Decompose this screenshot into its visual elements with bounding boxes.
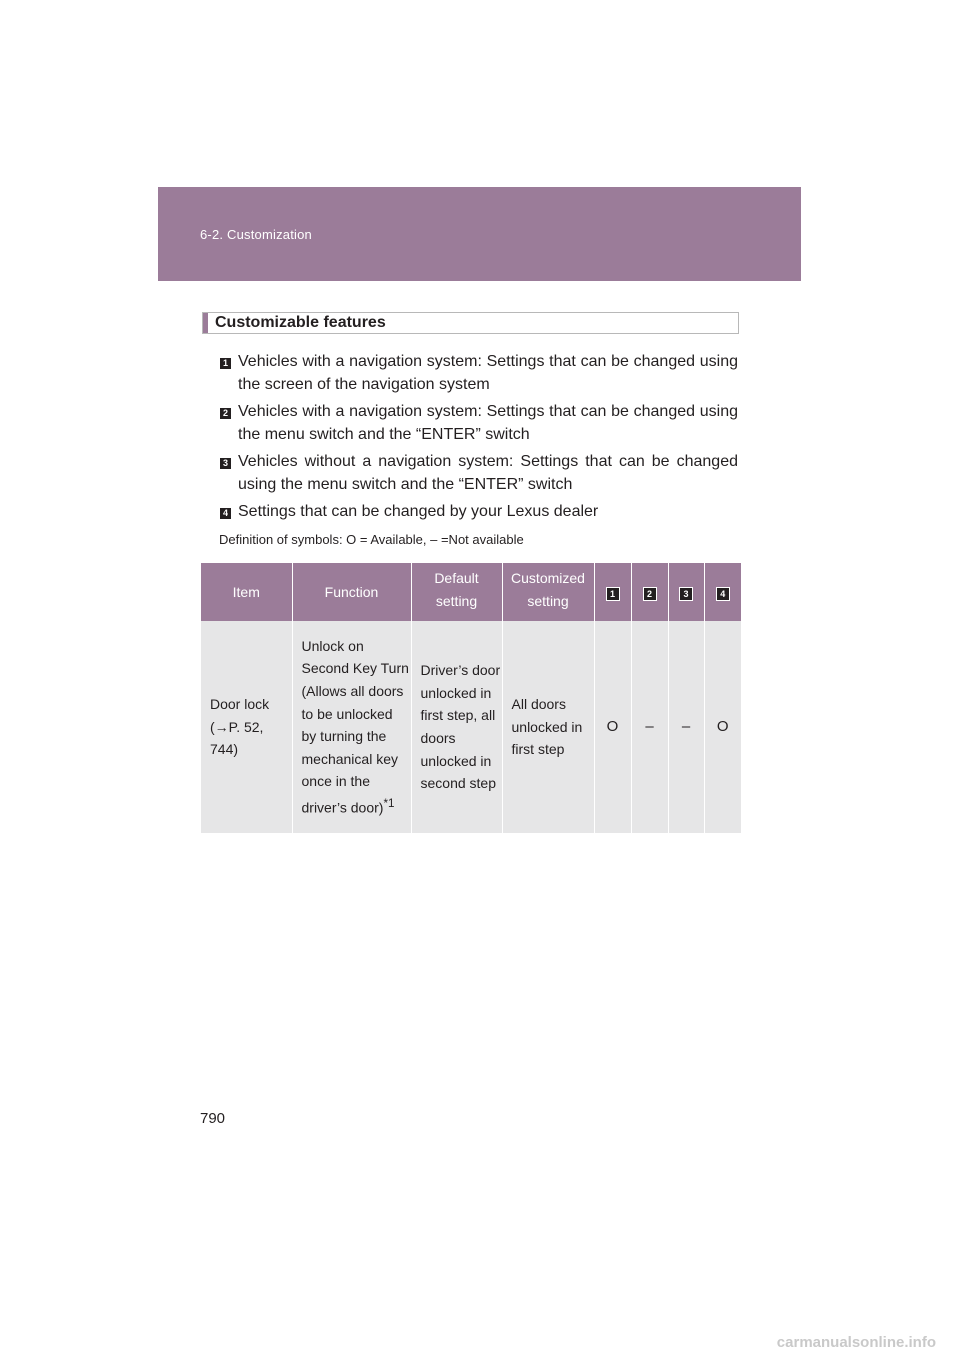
bullet-item-2 <box>220 400 738 446</box>
section-title-box <box>202 312 739 334</box>
col-header-item: Item <box>201 563 292 621</box>
number-2-icon: 2 <box>643 587 657 601</box>
col-header-function: Function <box>292 563 411 621</box>
col-header-2 <box>631 563 668 621</box>
table-header-row <box>201 563 741 621</box>
bullet-text: Vehicles with a navigation system: Settings that can be changed using the screen of the navigation system <box>238 353 738 393</box>
bullet-item-1 <box>220 350 738 396</box>
features-table <box>201 563 741 833</box>
bullet-text: Vehicles without a navigation system: Settings that can be changed using the menu switch and the “ENTER” switch <box>238 453 738 493</box>
section-title-accent <box>203 313 208 333</box>
col-header-default-text: Default setting <box>434 570 479 609</box>
number-1-icon: 1 <box>606 587 620 601</box>
cell-default: Driver’s door unlocked in first step, all doors unlocked in second step <box>411 621 502 833</box>
col-header-customized-text: Customized setting <box>511 570 585 609</box>
cell-function <box>292 621 411 833</box>
col-header-1 <box>594 563 631 621</box>
number-1-icon: 1 <box>220 358 231 369</box>
watermark: carmanualsonline.info <box>776 1334 936 1351</box>
bullet-item-3 <box>220 450 738 496</box>
number-4-icon: 4 <box>220 508 231 519</box>
symbol-definition: Definition of symbols: O = Available, – =Not available <box>219 532 524 547</box>
cell-customized: All doors unlocked in first step <box>502 621 594 833</box>
bullet-text: Vehicles with a navigation system: Settings that can be changed using the menu switch and the “ENTER” switch <box>238 403 738 443</box>
cell-item: Door lock (→P. 52, 744) <box>201 621 292 833</box>
number-3-icon: 3 <box>220 458 231 469</box>
cell-symbol-1: O <box>594 621 631 833</box>
table-row <box>201 621 741 833</box>
bullet-list <box>220 350 738 527</box>
footnote-marker: *1 <box>383 796 395 810</box>
number-3-icon: 3 <box>679 587 693 601</box>
section-label: 6-2. Customization <box>200 227 312 242</box>
page-number: 790 <box>200 1110 226 1127</box>
cell-symbol-4: O <box>704 621 741 833</box>
col-header-4 <box>704 563 741 621</box>
number-4-icon: 4 <box>716 587 730 601</box>
bullet-text: Settings that can be changed by your Lexus dealer <box>238 503 599 520</box>
col-header-customized <box>502 563 594 621</box>
col-header-3 <box>668 563 704 621</box>
section-title: Customizable features <box>215 314 386 331</box>
col-header-default <box>411 563 502 621</box>
header-band <box>158 187 801 281</box>
cell-symbol-2: – <box>631 621 668 833</box>
cell-symbol-3: – <box>668 621 704 833</box>
cell-function-text: Unlock on Second Key Turn (Allows all doors to be unlocked by turning the mechanical key once in the driver’s door) <box>301 637 409 816</box>
number-2-icon: 2 <box>220 408 231 419</box>
bullet-item-4 <box>220 500 738 523</box>
